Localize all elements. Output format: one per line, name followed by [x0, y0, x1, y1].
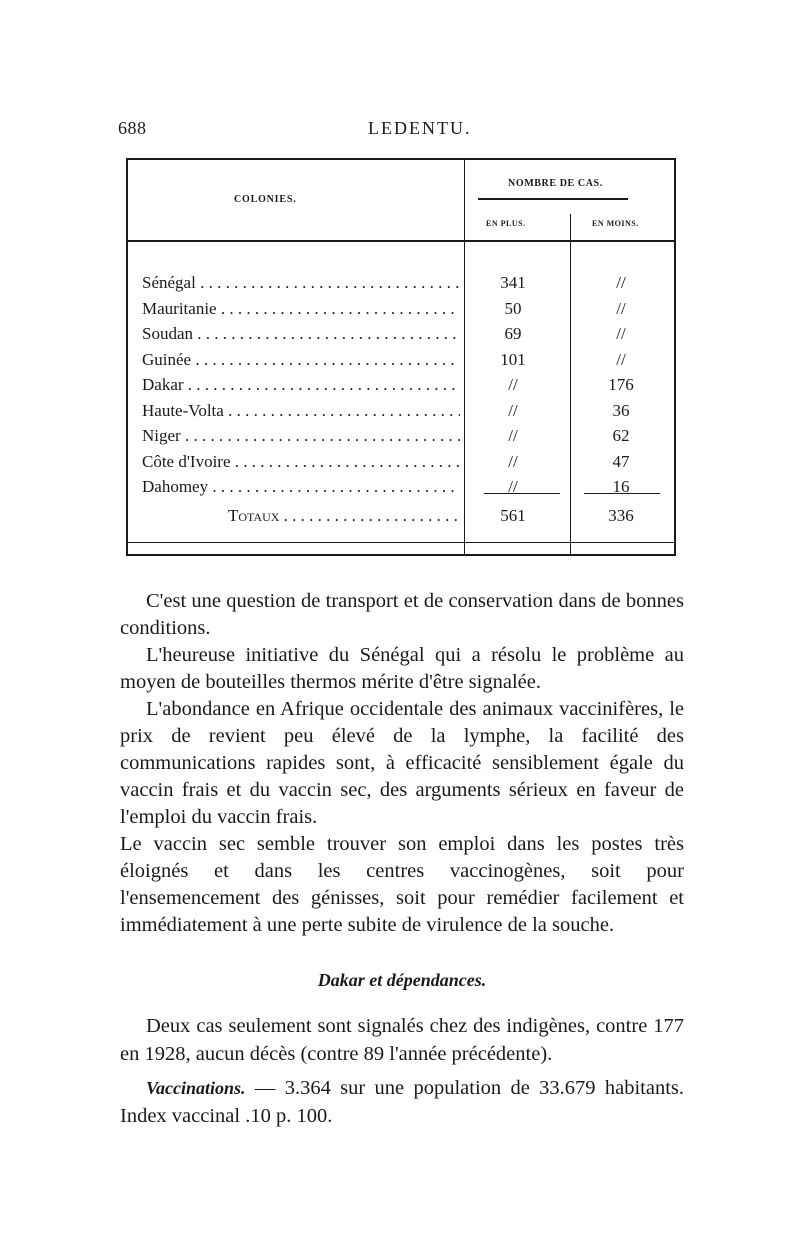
- body-text-section: [120, 1012, 684, 1136]
- cases-moins: //: [616, 324, 626, 343]
- header-en-moins: EN MOINS.: [592, 219, 639, 228]
- body-text: [120, 588, 684, 939]
- table-body: [142, 270, 672, 500]
- cases-moins: 62: [612, 426, 630, 445]
- cases-plus: 69: [504, 324, 522, 343]
- section-heading: Dakar et dépendances.: [317, 970, 487, 990]
- colony-name: Mauritanie . . .: [142, 296, 460, 321]
- table-row: [142, 296, 672, 322]
- cases-moins: 36: [612, 400, 630, 420]
- cases-moins: //: [616, 298, 626, 318]
- cases-plus: //: [508, 375, 518, 394]
- paragraph: C'est une question de transport et de conservation dans de bonnes conditions.: [120, 590, 684, 639]
- cases-moins: 16: [612, 477, 630, 496]
- page-number: 688: [118, 118, 147, 138]
- table-row: [142, 347, 672, 373]
- table-header-rule: [128, 240, 674, 242]
- cases-plus: 101: [500, 349, 526, 369]
- table-row: [142, 449, 672, 475]
- table-row: [142, 321, 672, 347]
- cases-plus: 341: [500, 273, 526, 292]
- totals-row: [142, 503, 672, 529]
- paragraph-rest: — 3.364 sur une population de 33.679 habitants. Index vaccinal .10 p. 100.: [120, 1077, 684, 1127]
- cases-plus: //: [508, 426, 518, 445]
- cases-plus: //: [508, 451, 518, 471]
- cases-moins: //: [616, 273, 626, 292]
- cases-table: [126, 158, 676, 556]
- paragraph: [120, 1074, 684, 1130]
- table-row: [142, 372, 672, 398]
- totals-plus: 561: [500, 506, 526, 525]
- colony-name: Dakar . . .: [142, 372, 460, 397]
- cases-moins: //: [616, 349, 626, 369]
- colony-name: Haute-Volta . . .: [142, 398, 460, 423]
- paragraph: L'heureuse initiative du Sénégal qui a résolu le problème au moyen de bouteilles thermos mérite d'être signalée.: [120, 644, 684, 693]
- cases-moins: 176: [608, 375, 634, 394]
- colony-name: Soudan . . .: [142, 321, 460, 346]
- table-row: [142, 398, 672, 424]
- colony-name: Dahomey . . .: [142, 474, 460, 499]
- cases-plus: //: [508, 400, 518, 420]
- header-en-plus: EN PLUS.: [486, 219, 526, 228]
- colony-name: Niger . . .: [142, 423, 460, 448]
- table-bottom-rule: [128, 542, 674, 543]
- paragraph-lead: Vaccinations.: [146, 1078, 246, 1098]
- table-row: [142, 270, 672, 296]
- paragraph: Deux cas seulement sont signalés chez des indigènes, contre 177 en 1928, aucun décès (contre 89 l'année précédente).: [120, 1015, 684, 1065]
- table-row: [142, 474, 672, 500]
- colony-name: Sénégal . . .: [142, 270, 460, 295]
- running-head: LEDENTU.: [368, 118, 472, 138]
- cases-plus: //: [508, 477, 518, 496]
- page-header: [118, 118, 698, 144]
- header-brace: [478, 198, 628, 200]
- colony-name: Guinée . . .: [142, 347, 460, 372]
- totals-label: Totaux . . .: [228, 503, 460, 528]
- header-colonies: COLONIES.: [234, 194, 297, 205]
- table-row: [142, 423, 672, 449]
- header-nombre-de-cas: NOMBRE DE CAS.: [508, 178, 603, 189]
- paragraph: Le vaccin sec semble trouver son emploi dans les postes très éloignés et dans les centres vaccinogènes, soit pour l'ensemencement des génisses, soit pour remédier facilement et immédiatement à une perte subite de virulence de la souche.: [120, 833, 684, 936]
- totals-moins: 336: [608, 506, 634, 525]
- cases-plus: 50: [504, 298, 522, 318]
- colony-name: Côte d'Ivoire . . .: [142, 449, 460, 474]
- paragraph: L'abondance en Afrique occidentale des animaux vaccinifères, le prix de revient peu élevé de la lymphe, la facilité des communications rapides sont, à efficacité sensiblement égale du vaccin frais et du vaccin sec, des arguments sérieux en faveur de l'emploi du vaccin frais.: [120, 698, 684, 828]
- cases-moins: 47: [612, 451, 630, 471]
